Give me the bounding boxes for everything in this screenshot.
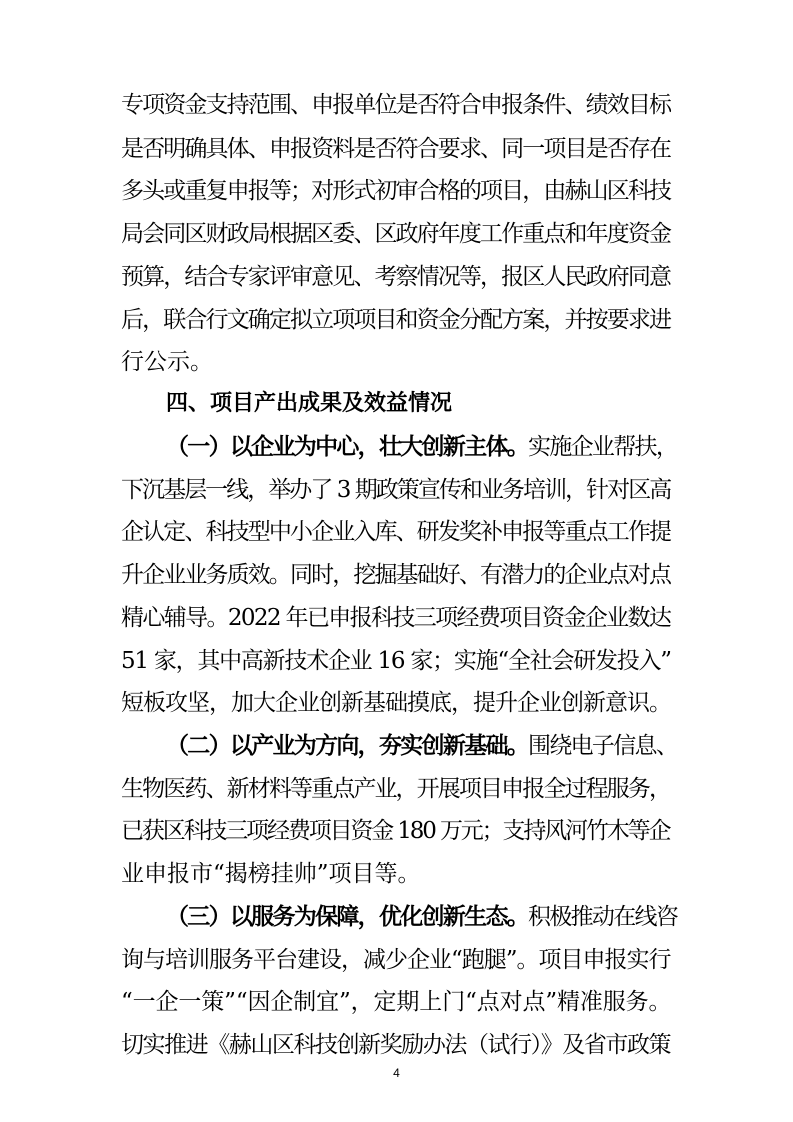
paragraph-line: “一企一策”“因企制宜”，定期上门“点对点”精准服务。 <box>121 989 672 1015</box>
paragraph-line: 短板攻坚，加大企业创新基础摸底，提升企业创新意识。 <box>121 690 671 716</box>
paragraph-line: 局会同区财政局根据区委、区政府年度工作重点和年度资金 <box>121 221 671 247</box>
paragraph-line: 预算，结合专家评审意见、考察情况等，报区人民政府同意 <box>121 264 671 290</box>
paragraph-first-line <box>166 432 677 462</box>
paragraph-line: 切实推进《赫山区科技创新奖励办法（试行）》及省市政策 <box>121 1032 671 1058</box>
paragraph-line: 升企业业务质效。同时，挖掘基础好、有潜力的企业点对点 <box>121 562 671 588</box>
page-number: 4 <box>393 1066 400 1080</box>
paragraph-line: 51 家，其中高新技术企业 16 家；实施“全社会研发投入” <box>121 648 671 674</box>
paragraph-line: 多头或重复申报等；对形式初审合格的项目，由赫山区科技 <box>121 178 671 204</box>
paragraph-text: 实施企业帮扶， <box>528 434 678 460</box>
paragraph-lead: （三）以服务为保障，优化创新生态。 <box>166 903 529 930</box>
paragraph-line: 业申报市“揭榜挂帅”项目等。 <box>121 861 421 887</box>
paragraph-first-line <box>166 731 677 761</box>
paragraph-line: 询与培训服务平台建设，减少企业“跑腿”。项目申报实行 <box>121 947 671 973</box>
paragraph-line: 后，联合行文确定拟立项项目和资金分配方案，并按要求进 <box>121 307 671 333</box>
paragraph-line: 已获区科技三项经费项目资金 180 万元；支持风河竹木等企 <box>121 818 670 844</box>
section-heading: 四、项目产出成果及效益情况 <box>166 391 453 416</box>
paragraph-first-line <box>166 902 677 932</box>
paragraph-line: 企认定、科技型中小企业入库、研发奖补申报等重点工作提 <box>121 519 671 545</box>
paragraph-line: 行公示。 <box>121 349 213 375</box>
paragraph-lead: （一）以企业为中心，壮大创新主体。 <box>166 433 529 460</box>
paragraph-line: 下沉基层一线，举办了 3 期政策宣传和业务培训，针对区高 <box>121 477 671 503</box>
paragraph-line: 专项资金支持范围、申报单位是否符合申报条件、绩效目标 <box>121 92 671 118</box>
paragraph-text: 积极推动在线咨 <box>528 904 678 930</box>
paragraph-text: 围绕电子信息、 <box>528 733 678 759</box>
paragraph-line: 精心辅导。2022 年已申报科技三项经费项目资金企业数达 <box>121 605 671 631</box>
paragraph-line: 是否明确具体、申报资料是否符合要求、同一项目是否存在 <box>121 136 671 162</box>
paragraph-lead: （二）以产业为方向，夯实创新基础。 <box>166 732 529 759</box>
paragraph-line: 生物医药、新材料等重点产业，开展项目申报全过程服务， <box>121 776 671 802</box>
